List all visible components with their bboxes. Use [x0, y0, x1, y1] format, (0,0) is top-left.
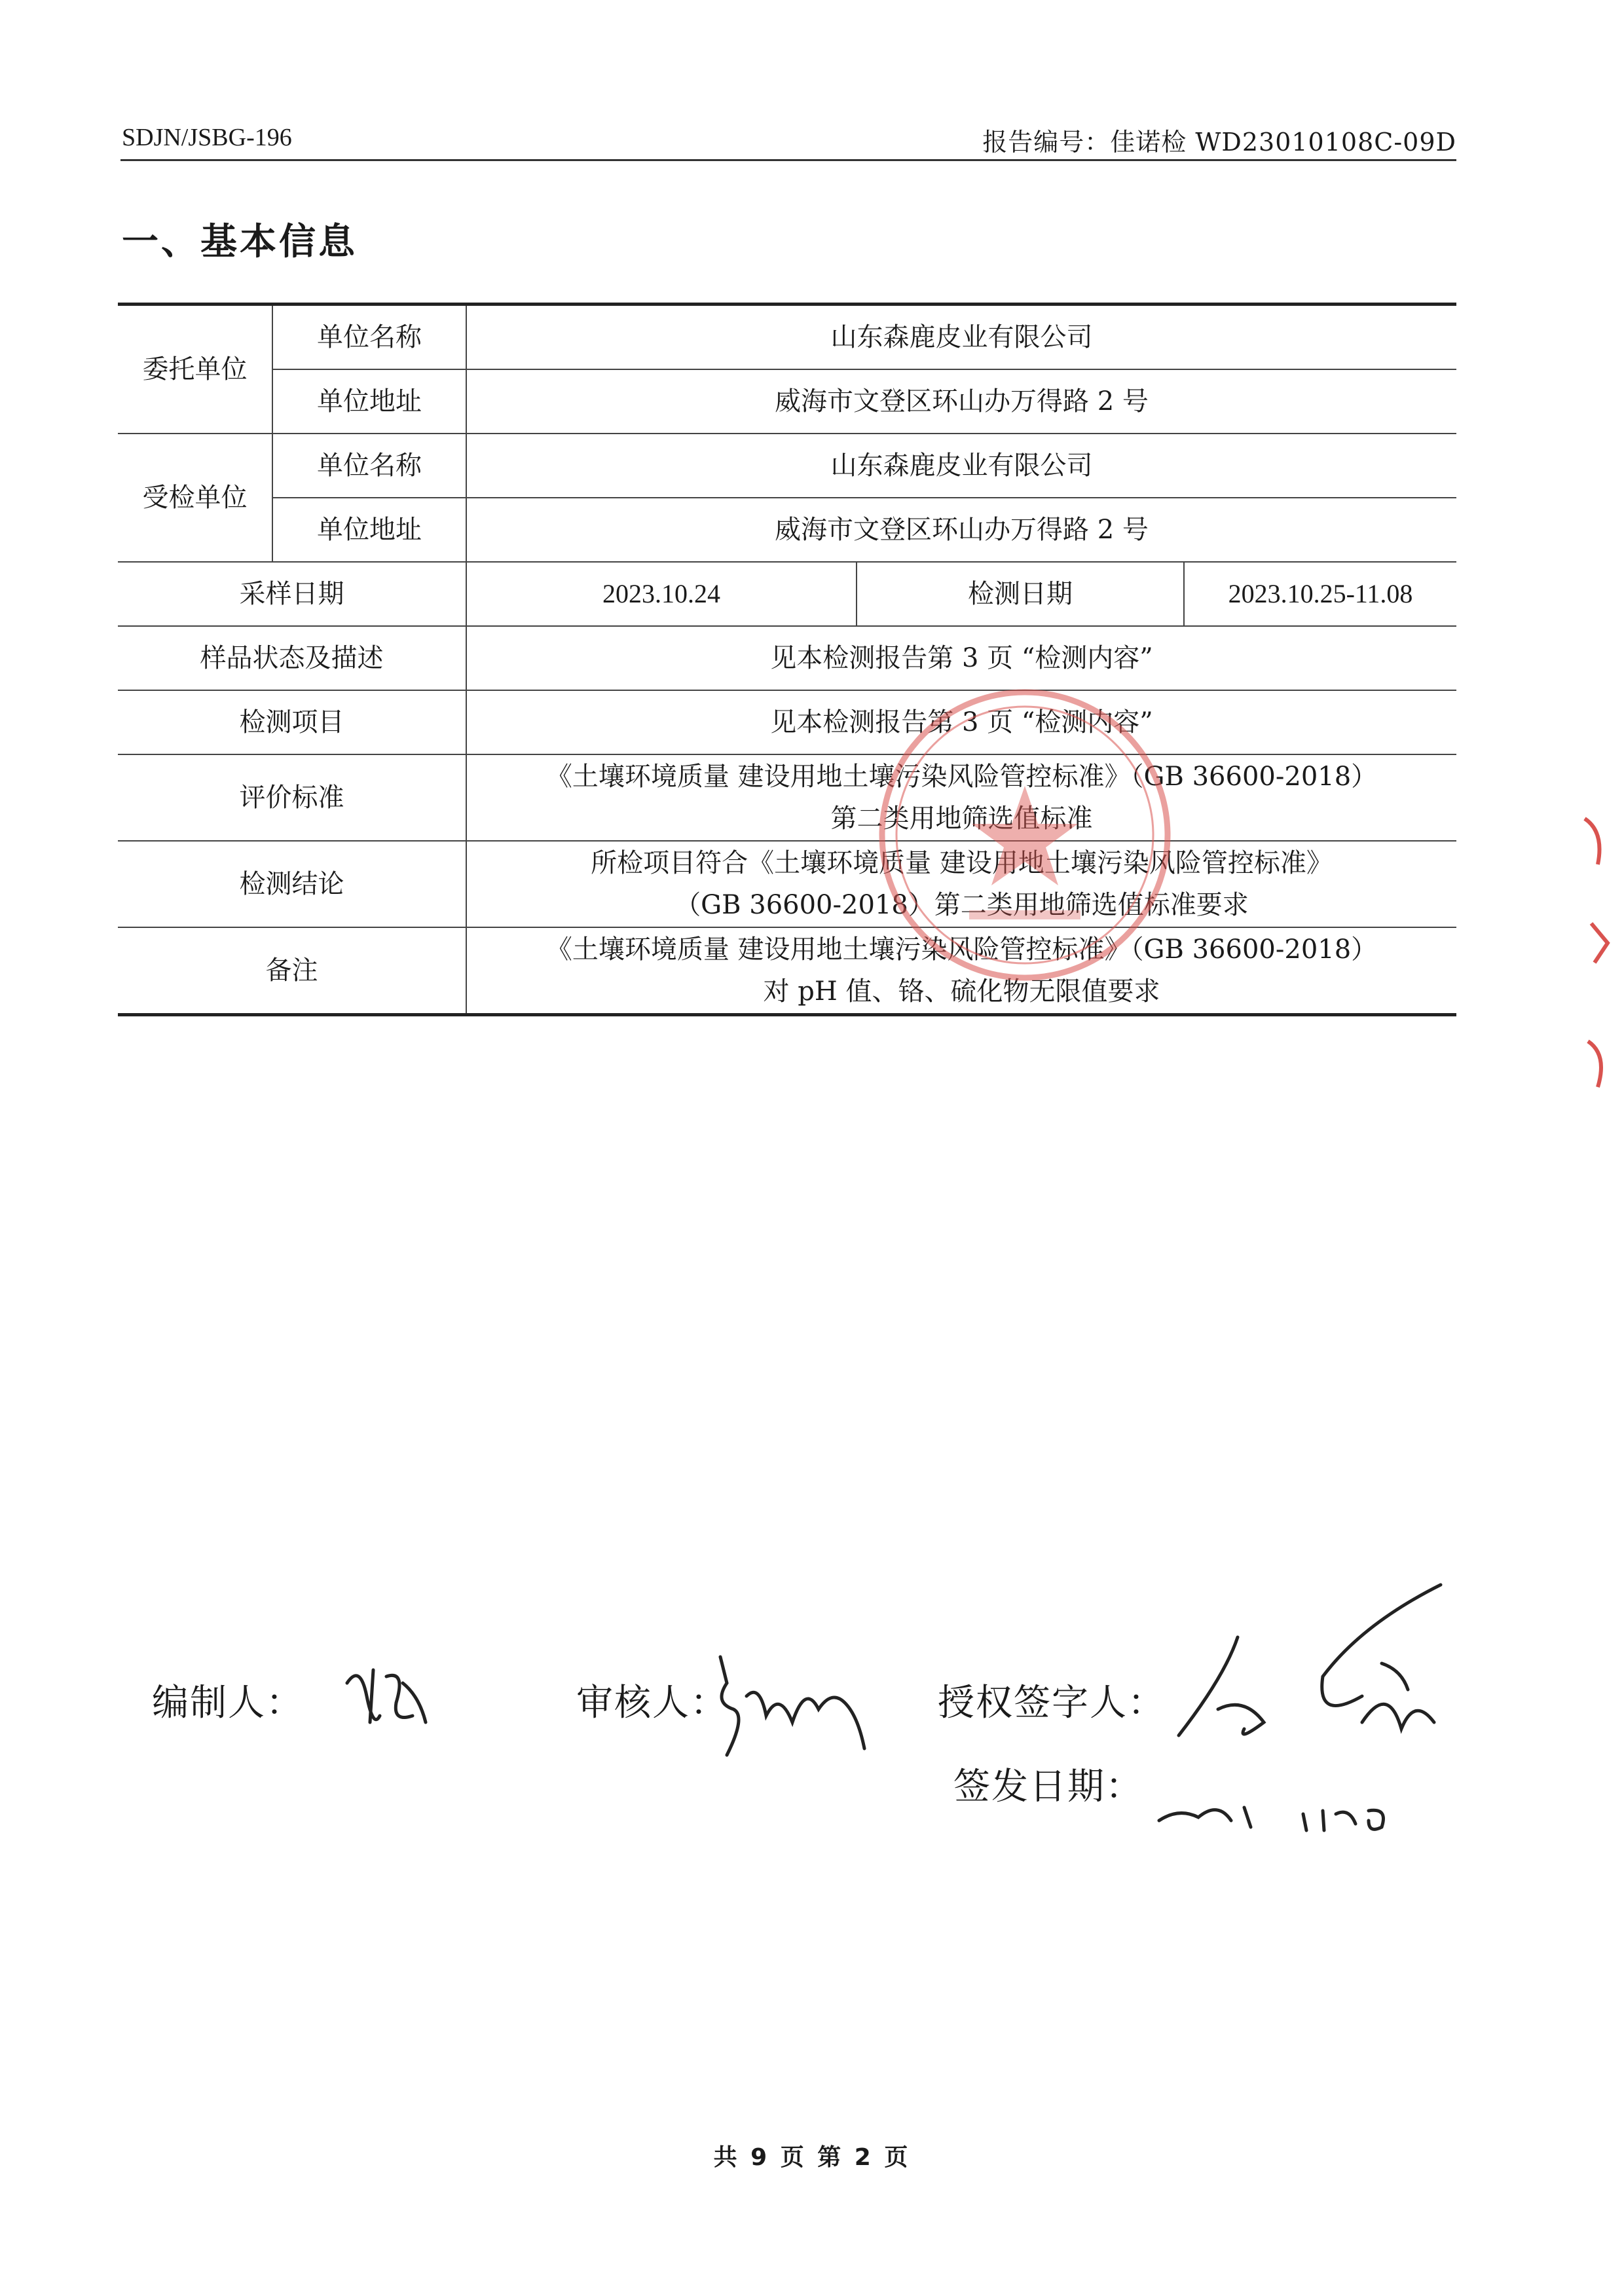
sampling-date: 2023.10.24: [466, 562, 857, 626]
unit-name-label: 单位名称: [272, 434, 466, 498]
compiler-label: 编制人：: [152, 1682, 304, 1724]
sample-state-label: 样品状态及描述: [118, 626, 466, 690]
remark-line-2: 对 pH 值、铬、硫化物无限值要求: [763, 976, 1160, 1007]
table-row: [118, 690, 1456, 754]
reviewer-label: 审核人：: [576, 1682, 728, 1724]
conclusion-label: 检测结论: [118, 841, 466, 927]
client-label: 委托单位: [118, 305, 272, 434]
test-items-label: 检测项目: [118, 690, 466, 754]
section-title: 一、基本信息: [122, 221, 358, 263]
table-row: [118, 562, 1456, 626]
doc-code: SDJN/JSBG-196: [122, 124, 292, 151]
authorized-signature-icon: [1166, 1572, 1454, 1768]
reviewer-signature-icon: [701, 1644, 877, 1762]
table-row: [118, 841, 1456, 927]
remark-label: 备注: [118, 927, 466, 1015]
issue-date-label: 签发日期：: [953, 1766, 1143, 1808]
client-addr: 威海市文登区环山办万得路 2 号: [466, 369, 1456, 434]
standard-line-2: 第二类用地筛选值标准: [830, 804, 1093, 834]
client-name: 山东森鹿皮业有限公司: [466, 305, 1456, 370]
unit-addr-label: 单位地址: [272, 498, 466, 562]
table-row: [118, 754, 1456, 841]
inspected-label: 受检单位: [118, 434, 272, 562]
standard-label: 评价标准: [118, 754, 466, 841]
test-date: 2023.10.25-11.08: [1184, 562, 1456, 626]
basic-info-table: [118, 303, 1456, 1016]
authorized-signer-label: 授权签字人：: [938, 1682, 1166, 1724]
inspected-name: 山东森鹿皮业有限公司: [466, 434, 1456, 498]
table-row: [118, 498, 1456, 562]
unit-name-label: 单位名称: [272, 305, 466, 370]
issue-date-handwriting-icon: [1153, 1781, 1408, 1840]
standard-line-1: 《土壤环境质量 建设用地土壤污染风险管控标准》（GB 36600-2018）: [545, 762, 1378, 792]
table-row: [118, 927, 1456, 1015]
sample-state: 见本检测报告第 3 页 “检测内容”: [466, 626, 1456, 690]
table-row: [118, 369, 1456, 434]
unit-addr-label: 单位地址: [272, 369, 466, 434]
edge-seal-icon: [1578, 805, 1624, 1120]
page-footer: 共 9 页 第 2 页: [713, 2144, 911, 2171]
table-row: [118, 434, 1456, 498]
header-rule: [120, 159, 1456, 161]
conclusion-line-2: （GB 36600-2018）第二类用地筛选值标准要求: [674, 890, 1249, 920]
sampling-date-label: 采样日期: [118, 562, 466, 626]
official-seal-icon: [871, 681, 1179, 989]
table-row: [118, 305, 1456, 370]
report-number: 报告编号：佳诺检 WD23010108C-09D: [982, 128, 1456, 157]
table-row: [118, 626, 1456, 690]
test-date-label: 检测日期: [857, 562, 1184, 626]
conclusion-line-1: 所检项目符合《土壤环境质量 建设用地土壤污染风险管控标准》: [591, 848, 1333, 878]
test-items: 见本检测报告第 3 页 “检测内容”: [466, 690, 1456, 754]
inspected-addr: 威海市文登区环山办万得路 2 号: [466, 498, 1456, 562]
compiler-signature-icon: [341, 1657, 439, 1735]
remark-line-1: 《土壤环境质量 建设用地土壤污染风险管控标准》（GB 36600-2018）: [545, 935, 1378, 965]
